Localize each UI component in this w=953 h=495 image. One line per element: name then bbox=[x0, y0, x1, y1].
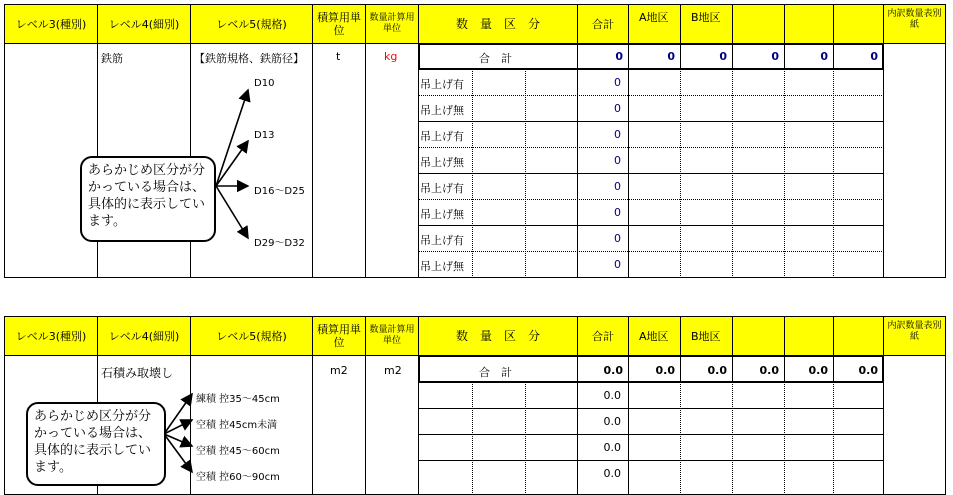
sub-row-label: 吊上げ有 bbox=[420, 78, 464, 91]
sub-row-label: 吊上げ有 bbox=[420, 182, 464, 195]
sum-label: 合 計 bbox=[479, 366, 512, 379]
sub-row-value: 0 bbox=[614, 128, 621, 141]
arrow-line bbox=[164, 394, 192, 434]
row-level4: 鉄筋 bbox=[101, 52, 123, 65]
sub-row-value: 0 bbox=[614, 258, 621, 271]
table-1 bbox=[4, 4, 946, 278]
header-area-a: A地区 bbox=[628, 4, 681, 44]
sub-row-label: 吊上げ無 bbox=[420, 208, 464, 221]
sub-row-value: 0 bbox=[614, 102, 621, 115]
sum-area-a: 0.0 bbox=[655, 364, 675, 377]
sub-row-label: 吊上げ有 bbox=[420, 234, 464, 247]
header-level4: レベル4(細別) bbox=[97, 4, 191, 44]
arrow-line bbox=[216, 186, 248, 238]
spec-label: 空積 控45～60cm bbox=[196, 446, 280, 457]
sum-col-4: 0 bbox=[771, 50, 779, 63]
sum-total: 0 bbox=[615, 50, 623, 63]
size-label: D13 bbox=[254, 130, 275, 141]
sum-col-6: 0.0 bbox=[858, 364, 878, 377]
header-level5: レベル5(規格) bbox=[190, 316, 313, 356]
header-unit2: 数量計算用単位 bbox=[365, 4, 419, 44]
header-unit2: 数量計算用単位 bbox=[365, 316, 419, 356]
header-breakdown: 内訳数量表別紙 bbox=[883, 4, 946, 44]
sub-row-value: 0 bbox=[614, 180, 621, 193]
sub-row-value: 0 bbox=[614, 206, 621, 219]
sum-area-b: 0.0 bbox=[707, 364, 727, 377]
size-label: D16～D25 bbox=[254, 186, 305, 197]
header-unit1: 積算用単位 bbox=[312, 4, 366, 44]
header-level4: レベル4(細別) bbox=[97, 316, 191, 356]
row-unit2: m2 bbox=[384, 364, 402, 377]
sub-row-value: 0 bbox=[614, 76, 621, 89]
header-area-b: B地区 bbox=[680, 4, 733, 44]
sum-total: 0.0 bbox=[603, 364, 623, 377]
header-total: 合計 bbox=[577, 4, 629, 44]
sum-col-5: 0 bbox=[820, 50, 828, 63]
spec-label: 練積 控35～45cm bbox=[196, 394, 280, 405]
header-quantity: 数 量 区 分 bbox=[418, 4, 578, 44]
row-unit1: m2 bbox=[330, 364, 348, 377]
sum-col-6: 0 bbox=[870, 50, 878, 63]
sub-row-value: 0.0 bbox=[603, 415, 621, 428]
row-unit1: t bbox=[336, 50, 341, 63]
sub-row-value: 0.0 bbox=[603, 467, 621, 480]
spec-label: 空積 控45cm未満 bbox=[196, 420, 278, 431]
sub-row-value: 0.0 bbox=[603, 441, 621, 454]
spec-label: 空積 控60～90cm bbox=[196, 472, 280, 483]
header-area-b: B地区 bbox=[680, 316, 733, 356]
sub-row-label: 吊上げ無 bbox=[420, 156, 464, 169]
sub-row-value: 0.0 bbox=[603, 389, 621, 402]
row-unit2: kg bbox=[384, 50, 398, 63]
sub-row-value: 0 bbox=[614, 154, 621, 167]
header-level3: レベル3(種別) bbox=[4, 4, 98, 44]
sum-area-a: 0 bbox=[667, 50, 675, 63]
header-quantity: 数 量 区 分 bbox=[418, 316, 578, 356]
callout-2: あらかじめ区分が分かっている場合は、具体的に表示しています。 bbox=[26, 402, 166, 486]
sum-label: 合 計 bbox=[479, 52, 512, 65]
row-level4: 石積み取壊し bbox=[101, 366, 174, 380]
sub-row-label: 吊上げ有 bbox=[420, 130, 464, 143]
sub-row-label: 吊上げ無 bbox=[420, 104, 464, 117]
row-level5: 【鉄筋規格、鉄筋径】 bbox=[194, 52, 304, 65]
size-label: D29～D32 bbox=[254, 238, 305, 249]
table-2 bbox=[4, 316, 946, 491]
sum-area-b: 0 bbox=[719, 50, 727, 63]
callout-1: あらかじめ区分が分かっている場合は、具体的に表示しています。 bbox=[80, 156, 216, 242]
header-level3: レベル3(種別) bbox=[4, 316, 98, 356]
header-level5: レベル5(規格) bbox=[190, 4, 313, 44]
arrow-line bbox=[216, 90, 248, 186]
sub-row-value: 0 bbox=[614, 232, 621, 245]
header-breakdown: 内訳数量表別紙 bbox=[883, 316, 946, 356]
sum-col-5: 0.0 bbox=[808, 364, 828, 377]
header-total: 合計 bbox=[577, 316, 629, 356]
header-unit1: 積算用単位 bbox=[312, 316, 366, 356]
sub-row-label: 吊上げ無 bbox=[420, 260, 464, 273]
size-label: D10 bbox=[254, 78, 275, 89]
header-area-a: A地区 bbox=[628, 316, 681, 356]
arrow-line bbox=[216, 141, 248, 186]
sum-col-4: 0.0 bbox=[759, 364, 779, 377]
